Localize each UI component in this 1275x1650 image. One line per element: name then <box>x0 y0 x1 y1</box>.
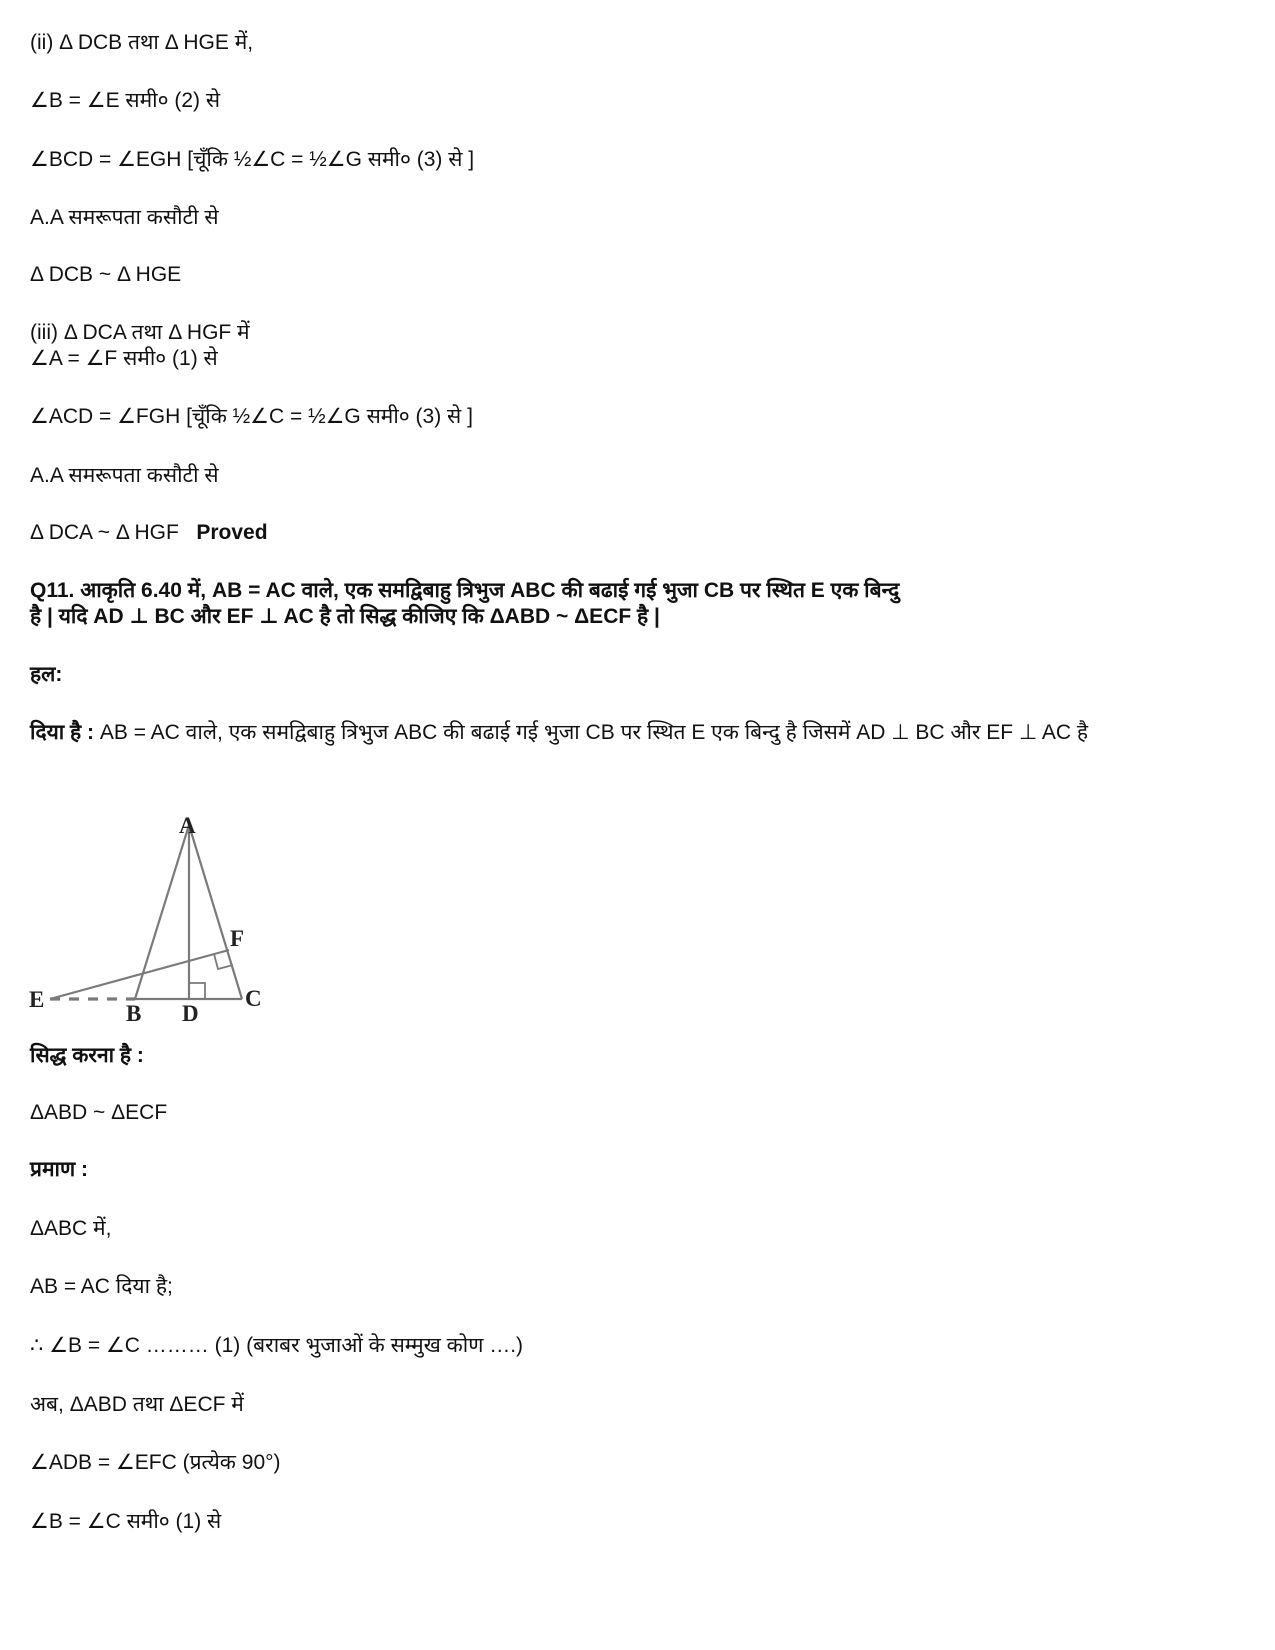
text-line: A.A समरूपता कसौटी से <box>30 464 219 487</box>
solution-label: हल: <box>30 663 63 686</box>
proved-mark: Proved <box>196 521 268 544</box>
proof-label: प्रमाण : <box>30 1158 88 1181</box>
label-f: F <box>230 926 245 951</box>
given-label: दिया है : <box>30 721 95 744</box>
text-line: अब, ΔABD तथा ΔECF में <box>30 1393 244 1416</box>
similarity-statement: Δ DCA ~ Δ HGF <box>30 521 179 544</box>
text-line: ∠A = ∠F समी० (1) से <box>30 347 218 370</box>
question-heading: Q11. आकृति 6.40 में, AB = AC वाले, एक समद्विबाहु त्रिभुज ABC की बढाई गई भुजा CB पर स्थित E एक बिन्दु <box>30 579 900 602</box>
text-line: (iii) Δ DCA तथा Δ HGF में <box>30 321 250 344</box>
label-b: B <box>126 1001 142 1026</box>
label-a: A <box>179 815 196 838</box>
text-line: Δ DCB ~ Δ HGE <box>30 263 182 286</box>
to-prove-statement: ΔABD ~ ΔECF <box>30 1101 168 1124</box>
text-line: ∠ACD = ∠FGH [चूँकि ½∠C = ½∠G समी० (3) से ] <box>30 405 473 428</box>
segment-ef <box>50 950 229 999</box>
side-ac <box>189 825 245 999</box>
triangle-figure <box>22 815 287 1065</box>
text-line <box>30 520 268 546</box>
given-text: AB = AC वाले, एक समद्विबाहु त्रिभुज ABC की बढाई गई भुजा CB पर स्थित E एक बिन्दु है जिसमें AD ⊥ BC और EF ⊥ AC है <box>99 721 1089 744</box>
text-line: ∠B = ∠C समी० (1) से <box>30 1510 222 1533</box>
text-line: AB = AC दिया है; <box>30 1275 173 1298</box>
text-line: ∠ADB = ∠EFC (प्रत्येक 90°) <box>30 1451 281 1474</box>
text-line: ∴ ∠B = ∠C ……… (1) (बराबर भुजाओं के सम्मुख कोण ….) <box>30 1334 524 1357</box>
label-d: D <box>182 1001 199 1026</box>
text-line: A.A समरूपता कसौटी से <box>30 206 219 229</box>
label-c: C <box>245 986 262 1011</box>
label-e: E <box>29 987 45 1012</box>
text-line: ΔABC में, <box>30 1217 112 1240</box>
text-line: ∠BCD = ∠EGH [चूँकि ½∠C = ½∠G समी० (3) से ] <box>30 148 475 171</box>
text-line: ∠B = ∠E समी० (2) से <box>30 89 221 112</box>
right-angle-d <box>189 983 205 999</box>
given-line <box>30 720 1088 746</box>
question-heading-cont: है | यदि AD ⊥ BC और EF ⊥ AC है तो सिद्ध कीजिए कि ΔABD ~ ΔECF है | <box>30 605 660 628</box>
text-line: (ii) Δ DCB तथा Δ HGE में, <box>30 31 254 54</box>
to-prove-label: सिद्ध करना है : <box>30 1044 144 1067</box>
